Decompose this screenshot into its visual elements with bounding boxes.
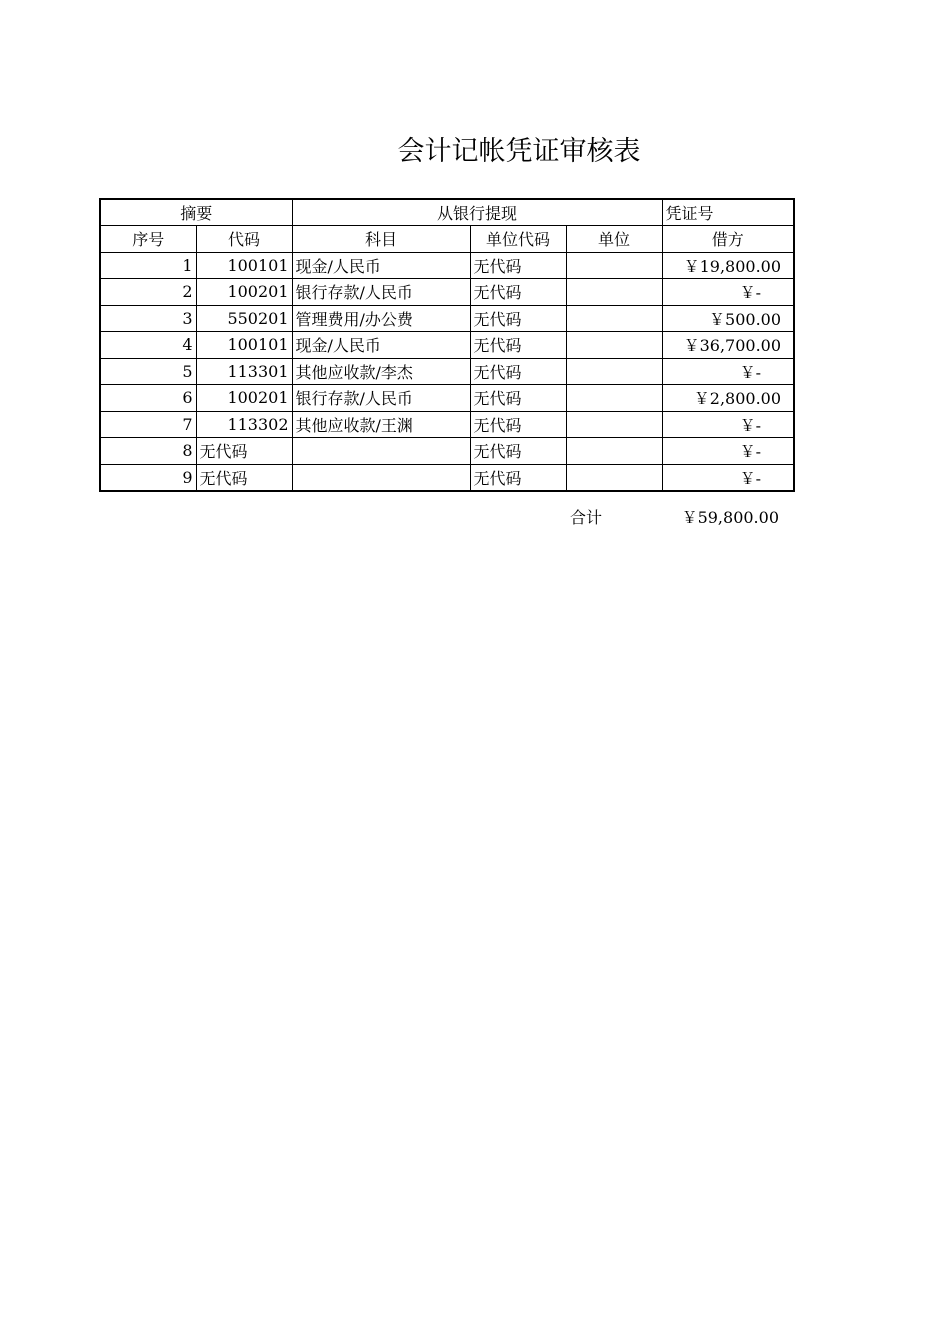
summary-label: 摘要 [100, 199, 292, 226]
cell-unit-code: 无代码 [470, 464, 566, 491]
cell-debit: ￥500.00 [662, 305, 794, 332]
cell-unit [566, 385, 662, 412]
cell-debit: ￥- [662, 464, 794, 491]
cell-code: 100101 [196, 252, 292, 279]
cell-unit-code: 无代码 [470, 332, 566, 359]
table-row [100, 411, 794, 438]
summary-description: 从银行提现 [292, 199, 662, 226]
cell-unit [566, 438, 662, 465]
cell-code: 无代码 [196, 464, 292, 491]
table-row [100, 252, 794, 279]
cell-code: 100201 [196, 279, 292, 306]
cell-code: 550201 [196, 305, 292, 332]
cell-account: 现金/人民币 [292, 252, 470, 279]
cell-debit: ￥- [662, 279, 794, 306]
cell-debit: ￥19,800.00 [662, 252, 794, 279]
cell-account [292, 438, 470, 465]
total-value: ￥59,800.00 [681, 508, 779, 527]
column-header-unit-code: 单位代码 [470, 226, 566, 253]
cell-unit-code: 无代码 [470, 305, 566, 332]
cell-unit [566, 332, 662, 359]
column-header-unit: 单位 [566, 226, 662, 253]
cell-seq: 3 [100, 305, 196, 332]
cell-account: 其他应收款/李杰 [292, 358, 470, 385]
cell-debit: ￥- [662, 438, 794, 465]
cell-code: 100201 [196, 385, 292, 412]
cell-account [292, 464, 470, 491]
cell-unit-code: 无代码 [470, 411, 566, 438]
header-row-columns [100, 226, 794, 253]
column-header-code: 代码 [196, 226, 292, 253]
cell-unit-code: 无代码 [470, 358, 566, 385]
cell-seq: 5 [100, 358, 196, 385]
cell-unit [566, 252, 662, 279]
cell-account: 管理费用/办公费 [292, 305, 470, 332]
cell-unit-code: 无代码 [470, 252, 566, 279]
cell-unit-code: 无代码 [470, 438, 566, 465]
cell-account: 现金/人民币 [292, 332, 470, 359]
cell-debit: ￥- [662, 411, 794, 438]
voucher-no-label: 凭证号 [662, 199, 794, 226]
cell-debit: ￥36,700.00 [662, 332, 794, 359]
table-row [100, 279, 794, 306]
table-row [100, 464, 794, 491]
cell-seq: 4 [100, 332, 196, 359]
table-row [100, 305, 794, 332]
cell-debit: ￥- [662, 358, 794, 385]
table-row [100, 385, 794, 412]
cell-unit [566, 464, 662, 491]
table-row [100, 358, 794, 385]
voucher-table [99, 198, 795, 492]
cell-seq: 6 [100, 385, 196, 412]
cell-seq: 1 [100, 252, 196, 279]
column-header-account: 科目 [292, 226, 470, 253]
header-row-summary [100, 199, 794, 226]
cell-account: 银行存款/人民币 [292, 279, 470, 306]
cell-account: 银行存款/人民币 [292, 385, 470, 412]
cell-code: 113302 [196, 411, 292, 438]
cell-unit [566, 279, 662, 306]
cell-seq: 7 [100, 411, 196, 438]
column-header-debit: 借方 [662, 226, 794, 253]
cell-account: 其他应收款/王渊 [292, 411, 470, 438]
cell-code: 100101 [196, 332, 292, 359]
page-title: 会计记帐凭证审核表 [397, 136, 641, 167]
cell-debit: ￥2,800.00 [662, 385, 794, 412]
table-row [100, 332, 794, 359]
table-row [100, 438, 794, 465]
cell-code: 无代码 [196, 438, 292, 465]
cell-seq: 8 [100, 438, 196, 465]
cell-unit [566, 305, 662, 332]
cell-seq: 2 [100, 279, 196, 306]
cell-unit-code: 无代码 [470, 279, 566, 306]
cell-code: 113301 [196, 358, 292, 385]
cell-seq: 9 [100, 464, 196, 491]
column-header-seq: 序号 [100, 226, 196, 253]
cell-unit [566, 411, 662, 438]
cell-unit-code: 无代码 [470, 385, 566, 412]
cell-unit [566, 358, 662, 385]
total-label: 合计 [570, 508, 603, 527]
